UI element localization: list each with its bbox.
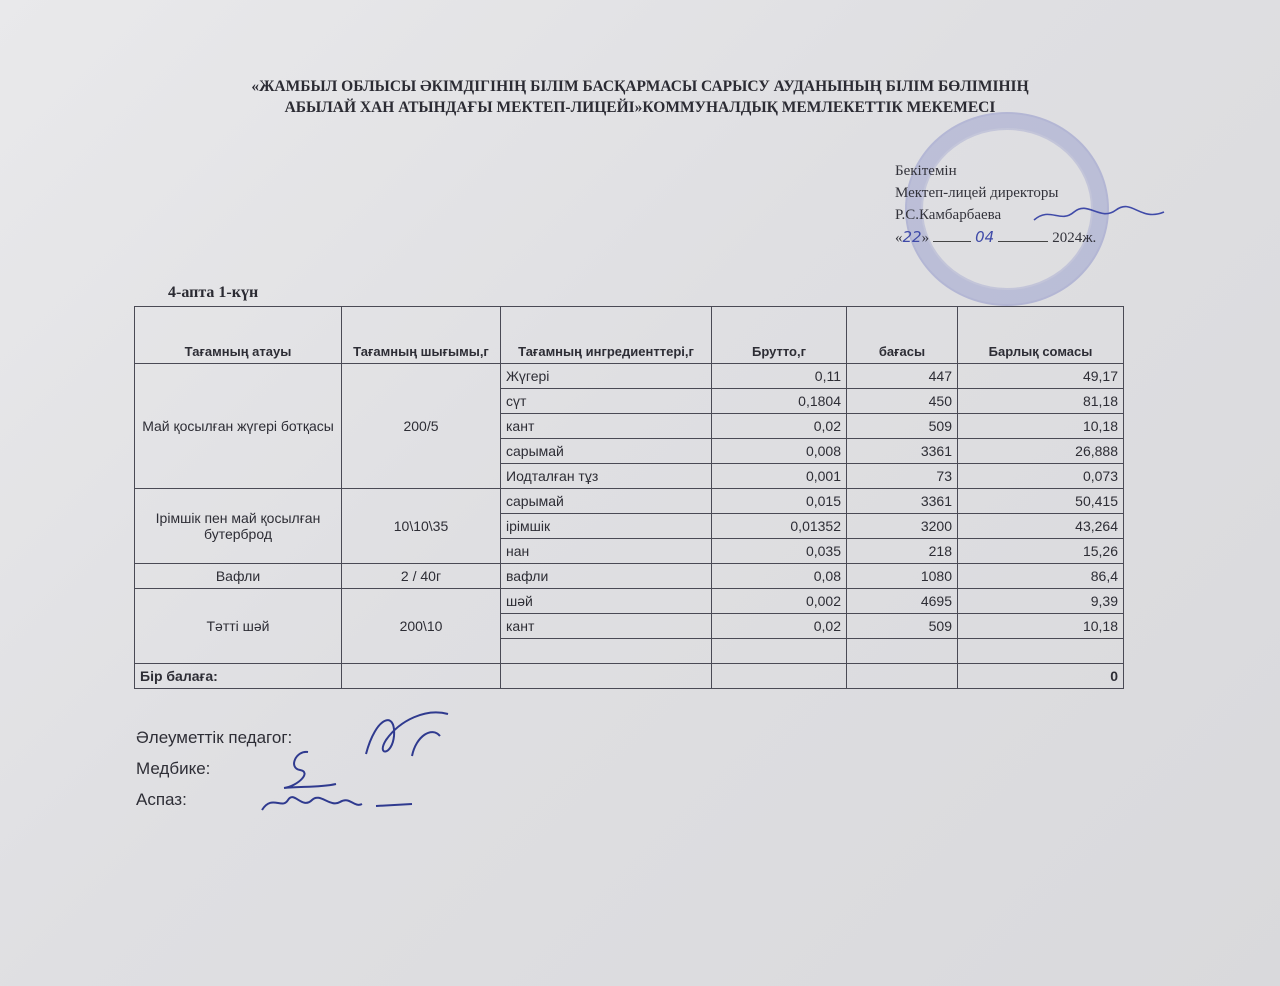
brutto: 0,001 [712,464,847,489]
dish-name: Вафли [135,564,342,589]
footer-total: 0 [958,664,1124,689]
footer-label: Бір балаға: [135,664,342,689]
brutto: 0,002 [712,589,847,614]
price: 218 [847,539,958,564]
total: 26,888 [958,439,1124,464]
price: 447 [847,364,958,389]
brutto: 0,1804 [712,389,847,414]
ingredient: кант [501,414,712,439]
header-total: Барлық сомасы [958,307,1124,364]
date-open-quote: « [895,230,903,246]
header-ingredients: Тағамның ингредиенттері,г [501,307,712,364]
signature-nurse-label: Медбике: [136,759,211,778]
total: 49,17 [958,364,1124,389]
ingredient: шәй [501,589,712,614]
total: 10,18 [958,614,1124,639]
table-footer-row [135,664,1124,689]
price: 3361 [847,439,958,464]
brutto: 0,02 [712,614,847,639]
brutto: 0,035 [712,539,847,564]
date-day: 22 [902,228,922,246]
approval-name: Р.С.Камбарбаева [895,207,1002,223]
total: 50,415 [958,489,1124,514]
ingredient: сүт [501,389,712,414]
header-brutto: Брутто,г [712,307,847,364]
ingredient: ірімшік [501,514,712,539]
signature-pedagog-label: Әлеуметтік педагог: [136,728,293,747]
dish-name: Май қосылған жүгері ботқасы [135,364,342,489]
price: 509 [847,614,958,639]
price: 73 [847,464,958,489]
ingredient: сарымай [501,439,712,464]
brutto: 0,02 [712,414,847,439]
total: 0,073 [958,464,1124,489]
menu-table [134,306,1124,689]
ingredient: Жүгері [501,364,712,389]
total: 9,39 [958,589,1124,614]
total: 10,18 [958,414,1124,439]
dish-output: 200/5 [342,364,501,489]
dish-output: 2 / 40г [342,564,501,589]
dish-name: Ірімшік пен май қосылған бутерброд [135,489,342,564]
brutto: 0,015 [712,489,847,514]
table-row [135,564,1124,589]
date-year: 2024ж. [1052,230,1097,246]
price: 3200 [847,514,958,539]
approval-position: Мектеп-лицей директоры [895,185,1059,201]
ingredient: сарымай [501,489,712,514]
brutto: 0,01352 [712,514,847,539]
price: 450 [847,389,958,414]
brutto: 0,08 [712,564,847,589]
signature-cook-label: Аспаз: [136,790,187,809]
header-line-2: АБЫЛАЙ ХАН АТЫНДАҒЫ МЕКТЕП-ЛИЦЕЙІ»КОММУНАЛДЫҚ МЕМЛЕКЕТТІК МЕКЕМЕСІ [284,99,996,116]
price: 1080 [847,564,958,589]
date-month: 04 [975,228,995,246]
price: 509 [847,414,958,439]
dish-name: Тәтті шәй [135,589,342,664]
table-row [135,589,1124,614]
total: 86,4 [958,564,1124,589]
dish-output: 200\10 [342,589,501,664]
pedagog-signature [356,706,456,766]
ingredient: нан [501,539,712,564]
ingredient: вафли [501,564,712,589]
date-close-quote: » [921,230,930,246]
header-price: бағасы [847,307,958,364]
header-output: Тағамның шығымы,г [342,307,501,364]
cook-signature [258,780,418,830]
approval-title: Бекітемін [895,163,957,179]
total: 81,18 [958,389,1124,414]
brutto: 0,11 [712,364,847,389]
total: 43,264 [958,514,1124,539]
header-line-1: «ЖАМБЫЛ ОБЛЫСЫ ӘКІМДІГІНІҢ БІЛІМ БАСҚАРМАСЫ САРЫСУ АУДАНЫНЫҢ БІЛІМ БӨЛІМІНІҢ [251,78,1029,95]
table-row [135,489,1124,514]
ingredient: кант [501,614,712,639]
total: 15,26 [958,539,1124,564]
price: 3361 [847,489,958,514]
table-header-row [135,307,1124,364]
ingredient: Иодталған тұз [501,464,712,489]
table-row [135,364,1124,389]
brutto: 0,008 [712,439,847,464]
week-day-label: 4-апта 1-күн [168,284,259,301]
header-dish-name: Тағамның атауы [135,307,342,364]
director-signature [1030,200,1170,230]
dish-output: 10\10\35 [342,489,501,564]
price: 4695 [847,589,958,614]
